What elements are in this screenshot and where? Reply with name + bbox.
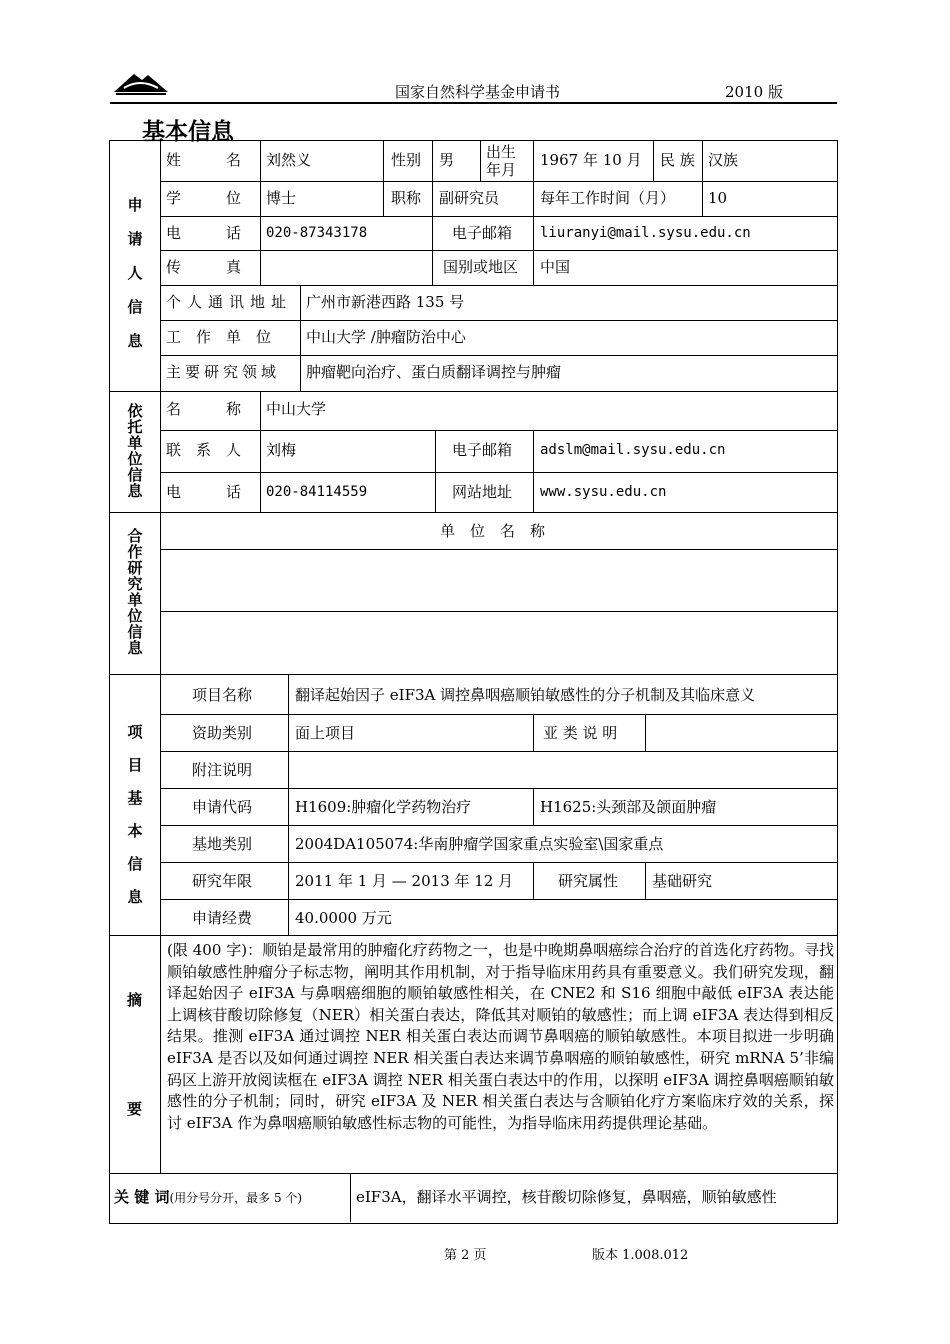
cooperation-header: 单 位 名 称 bbox=[440, 522, 546, 540]
note-label: 附注说明 bbox=[192, 761, 253, 779]
applicant-group-label: 申 请 人 信 息 bbox=[127, 196, 143, 350]
phone-value: 020-87343178 bbox=[266, 225, 368, 241]
base-label: 基地类别 bbox=[192, 835, 253, 853]
title-value: 副研究员 bbox=[439, 189, 500, 207]
version-number: 版本 1.008.012 bbox=[592, 1248, 689, 1263]
phone-label: 电 话 bbox=[166, 224, 242, 242]
host-contact-value: 刘梅 bbox=[266, 441, 297, 459]
field-value: 肿瘤靶向治疗、蛋白质翻译调控与肿瘤 bbox=[306, 363, 562, 381]
host-email-value: adslm@mail.sysu.edu.cn bbox=[540, 442, 726, 458]
degree-label: 学 位 bbox=[166, 189, 242, 207]
document-title: 国家自然科学基金申请书 bbox=[395, 83, 561, 101]
field-label: 主要研究领域 bbox=[166, 363, 281, 381]
budget-value: 40.0000 万元 bbox=[295, 909, 392, 927]
gender-label: 性别 bbox=[391, 151, 422, 169]
country-value: 中国 bbox=[540, 258, 571, 276]
attribute-value: 基础研究 bbox=[652, 872, 713, 890]
keywords-label: 关 键 词(用分号分开，最多 5 个) bbox=[114, 1188, 303, 1206]
base-value: 2004DA105074:华南肿瘤学国家重点实验室\国家重点 bbox=[295, 835, 664, 853]
host-group-label: 依 托 单 位 信 息 bbox=[127, 402, 143, 500]
nsfc-logo bbox=[112, 66, 170, 98]
funding-value: 面上项目 bbox=[295, 724, 356, 742]
period-value: 2011 年 1 月 — 2013 年 12 月 bbox=[295, 872, 514, 890]
abstract-label-char-1: 摘 bbox=[127, 991, 143, 1009]
address-value: 广州市新港西路 135 号 bbox=[306, 293, 465, 311]
email-value: liuranyi@mail.sysu.edu.cn bbox=[540, 225, 751, 241]
title-label: 职称 bbox=[391, 189, 422, 207]
birth-value: 1967 年 10 月 bbox=[540, 151, 642, 169]
period-label: 研究年限 bbox=[192, 872, 253, 890]
project-name-value: 翻译起始因子 eIF3A 调控鼻咽癌顺铂敏感性的分子机制及其临床意义 bbox=[295, 686, 756, 704]
page-number: 第 2 页 bbox=[444, 1248, 487, 1263]
worktime-label: 每年工作时间（月） bbox=[540, 189, 676, 207]
code-1-value: H1609:肿瘤化学药物治疗 bbox=[295, 798, 472, 816]
unit-label: 工 作 单 位 bbox=[166, 328, 272, 346]
host-phone-value: 020-84114559 bbox=[266, 484, 368, 500]
host-website-label: 网站地址 bbox=[452, 483, 513, 501]
attribute-label: 研究属性 bbox=[558, 872, 619, 890]
host-email-label: 电子邮箱 bbox=[452, 441, 513, 459]
host-name-label: 名 称 bbox=[166, 400, 242, 418]
email-label: 电子邮箱 bbox=[452, 224, 513, 242]
host-name-value: 中山大学 bbox=[266, 400, 327, 418]
worktime-value: 10 bbox=[708, 189, 728, 207]
abstract-text: (限 400 字)：顺铂是最常用的肿瘤化疗药物之一，也是中晚期鼻咽癌综合治疗的首选化疗药物。寻找顺铂敏感性肿瘤分子标志物，阐明其作用机制，对于指导临床用药具有重要意义。我们研究发现，翻译起始因子 eIF3A 与鼻咽癌细胞的顺铂敏感性相关，在 CNE2 和 S16 细胞中敲低 eIF3A 表达能上调核苷酸切除修复（NER）相关蛋白表达，降低其对顺铂的敏感性；而上调 eIF3A 表达得到相反结果。推测 eIF3A 通过调控 NER 相关蛋白表达而调节鼻咽癌的顺铂敏感性。本项目拟进一步明确 eIF3A 是否以及如何通过调控 NER 相关蛋白表达来调节鼻咽癌的顺铂敏感性，研究 mRNA 5’非编码区上游开放阅读框在 eIF3A 调控 NER 相关蛋白表达中的作用，以探明 eIF3A 调控鼻咽癌顺铂敏感性的分子机制；同时，研究 eIF3A 及 NER 相关蛋白表达与含顺铂化疗方案临床疗效的关系，探讨 eIF3A 作为鼻咽癌顺铂敏感性标志物的可能性，为指导临床用药提供理论基础。 bbox=[167, 941, 834, 1132]
unit-value: 中山大学 /肿瘤防治中心 bbox=[306, 328, 466, 346]
name-value: 刘然义 bbox=[266, 151, 312, 169]
budget-label: 申请经费 bbox=[192, 909, 253, 927]
cooperation-group-label: 合 作 研 究 单 位 信 息 bbox=[127, 527, 143, 657]
host-contact-label: 联 系 人 bbox=[166, 441, 242, 459]
fax-label: 传 真 bbox=[166, 258, 242, 276]
subclass-label: 亚 类 说 明 bbox=[543, 724, 618, 742]
name-label: 姓 名 bbox=[166, 151, 242, 169]
ethnicity-label: 民 族 bbox=[660, 151, 695, 169]
country-label: 国别或地区 bbox=[443, 258, 519, 276]
code-label: 申请代码 bbox=[192, 798, 253, 816]
degree-value: 博士 bbox=[266, 189, 297, 207]
header-rule bbox=[110, 102, 837, 104]
code-2-value: H1625:头颈部及颌面肿瘤 bbox=[540, 798, 717, 816]
birth-label: 出生 年月 bbox=[486, 143, 517, 179]
gender-value: 男 bbox=[439, 151, 455, 169]
project-group-label: 项 目 基 本 信 息 bbox=[127, 723, 143, 906]
keywords-value: eIF3A，翻译水平调控，核苷酸切除修复，鼻咽癌，顺铂敏感性 bbox=[356, 1188, 777, 1206]
ethnicity-value: 汉族 bbox=[708, 151, 739, 169]
host-website-value: www.sysu.edu.cn bbox=[540, 484, 667, 500]
address-label: 个人通讯地址 bbox=[166, 293, 293, 311]
abstract-label-char-2: 要 bbox=[127, 1100, 143, 1118]
project-name-label: 项目名称 bbox=[192, 686, 253, 704]
funding-label: 资助类别 bbox=[192, 724, 253, 742]
section-title: 基本信息 bbox=[142, 119, 234, 145]
host-phone-label: 电 话 bbox=[166, 483, 242, 501]
version-year: 2010 版 bbox=[725, 83, 783, 101]
